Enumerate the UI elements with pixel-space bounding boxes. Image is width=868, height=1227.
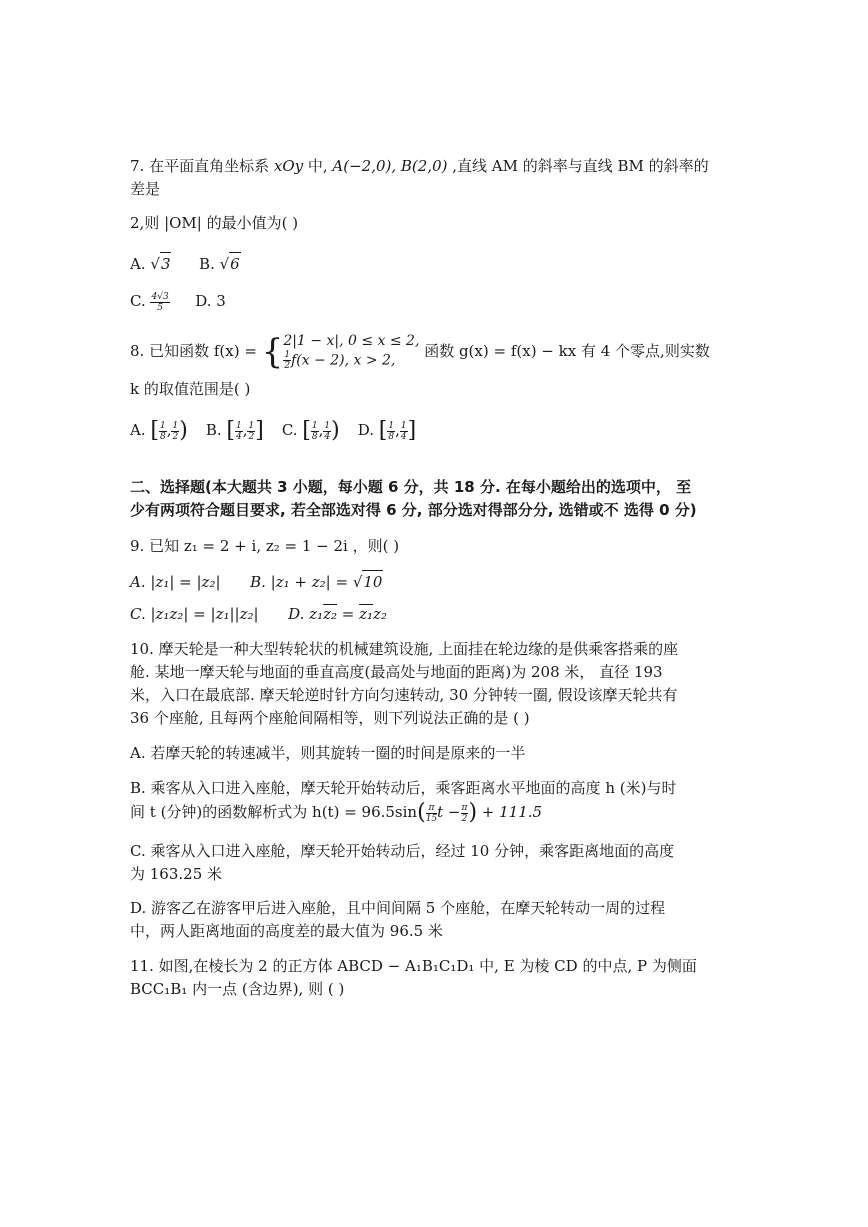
q8-piece2: f(x − 2), x > 2,: [291, 352, 396, 369]
q10-option-b-formula: 间 t (分钟)的函数解析式为 h(t) = 96.5sin: [130, 803, 418, 821]
q8-option-open-bracket: [: [378, 418, 388, 443]
q9-option-d-tail: z₂: [373, 605, 387, 623]
q7-line1: [130, 155, 709, 177]
q8-option-label: D.: [357, 421, 379, 439]
q10-option-a: A. 若摩天轮的转速减半，则其旋转一圈的时间是原来的一半: [130, 744, 526, 762]
q8-option-comma: ,: [395, 421, 400, 439]
q11-line1: 11. 如图,在棱长为 2 的正方体 ABCD − A₁B₁C₁D₁ 中, E 为棱 CD 的中点, P 为侧面: [130, 957, 697, 975]
q7-points: A(−2,0), B(2,0): [332, 157, 448, 175]
q8-option-close-bracket: ): [331, 418, 340, 443]
q7-line3: 2,则 |OM| 的最小值为( ): [130, 214, 299, 232]
q8-option-right-fraction: $\frac{1}{4}$: [324, 420, 331, 442]
q8-piece2-num: 1: [284, 350, 291, 360]
q8-option-right-fraction: $\frac{1}{2}$: [248, 420, 255, 442]
q8-option-b: [205, 418, 264, 443]
q7-text-mid: 中,: [303, 157, 333, 175]
q10-pi-num1: π: [426, 803, 437, 814]
q8-prefix: 8. 已知函数 f(x) =: [130, 342, 262, 360]
q7-option-c-num: 4√3: [151, 291, 169, 302]
q7-option-c-fraction: [150, 292, 169, 313]
q8-option-close-bracket: ]: [255, 418, 264, 443]
q10-den-2: 2: [461, 813, 468, 824]
q8-option-open-bracket: [: [302, 418, 311, 443]
q10-pi-num2: π: [461, 802, 468, 813]
section2-heading-line2: 少有两项符合题目要求, 若全部选对得 6 分, 部分选对得部分分, 选错或不 选得 0 分): [130, 501, 697, 519]
q8-option-a: [130, 418, 188, 443]
q10-option-c-line2: 为 163.25 米: [130, 865, 223, 883]
q8-option-comma: ,: [318, 421, 324, 439]
q8-option-left-fraction: $\frac{1}{8}$: [311, 420, 318, 442]
q7-option-d: D. 3: [195, 292, 226, 310]
q8-option-open-bracket: [: [226, 418, 235, 443]
q8-option-label: A.: [130, 421, 151, 439]
q8-option-d: [357, 418, 417, 443]
q10-line4: 36 个座舱, 且每两个座舱间隔相等，则下列说法正确的是 ( ): [130, 709, 530, 727]
q7-text-end: ,直线 AM 的斜率与直线 BM 的斜率的: [447, 157, 709, 175]
q9-options-cd: [130, 603, 387, 625]
q7-option-b-label: B.: [199, 255, 220, 273]
q9-option-c: C. |z₁z₂| = |z₁||z₂|: [130, 605, 259, 623]
q9-stem: 9. 已知 z₁ = 2 + i, z₂ = 1 − 2i ，则( ): [130, 537, 400, 555]
section2-heading-line1: 二、选择题(本大题共 3 小题，每小题 6 分，共 18 分. 在每小题给出的选项中， 至: [130, 478, 692, 496]
q10-line1: 10. 摩天轮是一种大型转轮状的机械建筑设施, 上面挂在轮边缘的是供乘客搭乘的座: [130, 640, 679, 658]
q7-option-b-value: 6: [229, 252, 241, 275]
q9-option-d-conj2: z₁: [359, 605, 374, 623]
q7-xoy: xOy: [273, 157, 304, 175]
q7-line2: 差是: [130, 180, 161, 198]
q8-option-c: [281, 418, 340, 443]
q7-options-ab: A. √3 B. √6: [130, 252, 241, 275]
q10-line2: 舱. 某地一摩天轮与地面的垂直高度(最高处与地面的距离)为 208 米， 直径 193: [130, 663, 663, 681]
q10-line3: 米，入口在最底部. 摩天轮逆时针方向匀速转动, 30 分钟转一圈, 假设该摩天轮共有: [130, 686, 678, 704]
q7-option-c-den: 5: [157, 302, 163, 313]
q9-option-d-eq: =: [337, 605, 360, 623]
q10-option-d-line2: 中，两人距离地面的高度差的最大值为 96.5 米: [130, 922, 443, 940]
q9-option-d-conj1: z₂: [323, 605, 338, 623]
q11-line2: BCC₁B₁ 内一点 (含边界), 则 ( ): [130, 980, 345, 998]
q8-option-label: B.: [205, 421, 227, 439]
q8-option-left-fraction: $\frac{1}{8}$: [159, 420, 166, 442]
q8-brace: {: [261, 332, 284, 372]
q8-options: [130, 416, 434, 444]
q10-option-b-line1: B. 乘客从入口进入座舱，摩天轮开始转动后，乘客距离水平地面的高度 h (米)与时: [130, 779, 677, 797]
q8-piece1: 2|1 − x|, 0 ≤ x ≤ 2,: [283, 333, 420, 349]
q7-option-a-value: 3: [160, 252, 172, 275]
q8-option-right-fraction: $\frac{1}{2}$: [172, 420, 179, 442]
q9-option-b: B. |z₁ + z₂| =: [250, 573, 353, 591]
q7-option-a-label: A.: [130, 255, 151, 273]
q10-option-b-line2: 间 t (分钟)的函数解析式为 h(t) = 96.5sin( $\frac{\pi}{15}$ t − $\frac{\pi}{2}$ ) + 111.5: [130, 800, 543, 825]
q8-option-left-fraction: $\frac{1}{4}$: [235, 420, 242, 442]
q8-suffix: 函数 g(x) = f(x) − kx 有 4 个零点,则实数: [419, 342, 710, 360]
q9-option-b-sqrt: 10: [362, 570, 383, 593]
q8-line2: k 的取值范围是( ): [130, 380, 251, 398]
q8-option-open-bracket: [: [150, 418, 159, 443]
q7-text: 7. 在平面直角坐标系: [130, 157, 274, 175]
q8-option-comma: ,: [166, 421, 172, 439]
q8-option-comma: ,: [242, 421, 248, 439]
q8-pieces: [283, 333, 419, 371]
q10-option-c-line1: C. 乘客从入口进入座舱，摩天轮开始转动后，经过 10 分钟，乘客距离地面的高度: [130, 842, 675, 860]
q7-option-c-label: C.: [130, 292, 151, 310]
q8-option-right-fraction: $\frac{1}{4}$: [400, 420, 407, 442]
q9-option-a: A. |z₁| = |z₂|: [130, 573, 221, 591]
q10-option-d-line1: D. 游客乙在游客甲后进入座舱，且中间间隔 5 个座舱，在摩天轮转动一周的过程: [130, 899, 666, 917]
q9-option-d-prefix: D. z₁: [288, 605, 324, 623]
q10-t-minus: t −: [437, 803, 461, 821]
q8-line1: [130, 328, 710, 374]
q8-option-left-fraction: $\frac{1}{8}$: [388, 420, 395, 442]
q8-option-close-bracket: ): [179, 418, 188, 443]
q7-options-cd: [130, 290, 226, 313]
q8-option-close-bracket: ]: [407, 418, 417, 443]
q10-formula-tail: + 111.5: [477, 803, 543, 821]
q8-option-label: C.: [281, 421, 303, 439]
q10-den-15: 15: [425, 813, 438, 824]
q9-options-ab: A. |z₁| = |z₂| B. |z₁ + z₂| = √10: [130, 570, 383, 593]
q8-piece2-den: 2: [284, 361, 291, 371]
